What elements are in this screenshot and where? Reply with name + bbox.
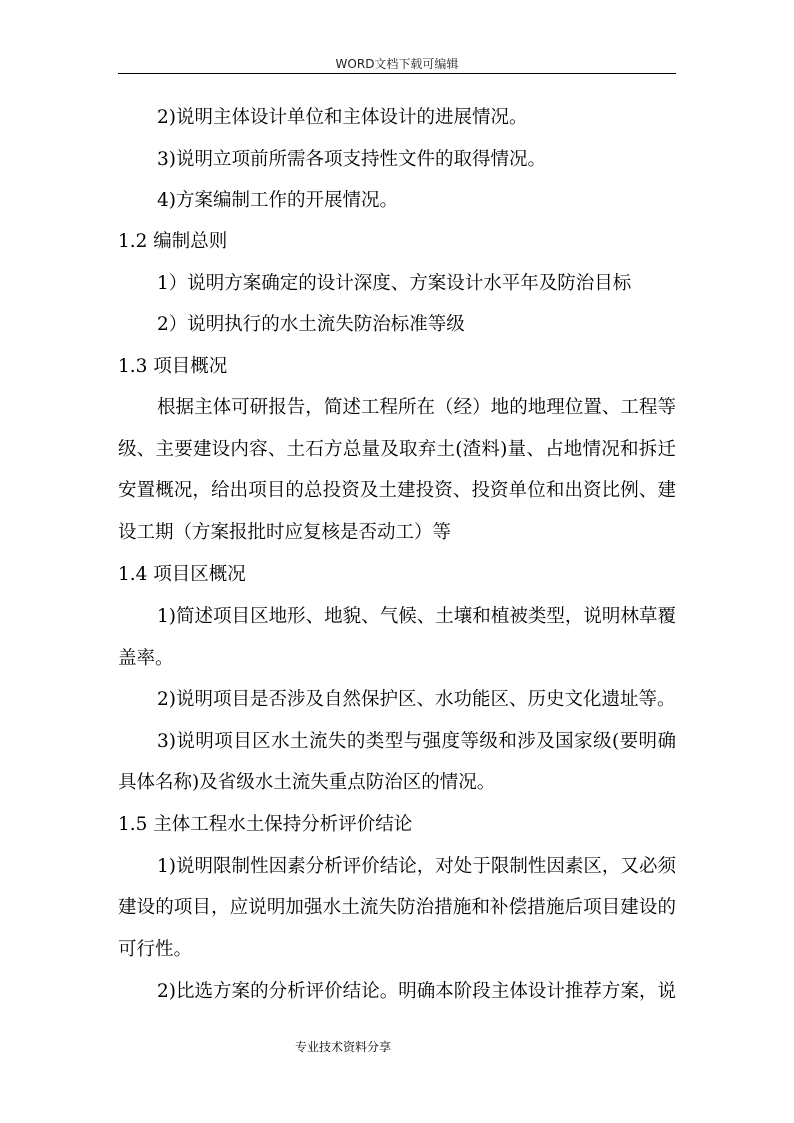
paragraph-line: 根据主体可研报告，简述工程所在（经）地的地理位置、工程等 [157, 397, 676, 418]
paragraph-line: 安置概况，给出项目的总投资及土建投资、投资单位和出资比例、建 [118, 480, 676, 501]
list-item: 3)说明立项前所需各项支持性文件的取得情况。 [157, 149, 546, 170]
list-item: 3)说明项目区水土流失的类型与强度等级和涉及国家级(要明确 [157, 731, 676, 752]
list-item-continuation: 盖率。 [118, 648, 174, 669]
list-item: 2）说明执行的水土流失防治标准等级 [157, 314, 465, 335]
section-heading: 1.5 主体工程水土保持分析评价结论 [118, 814, 413, 835]
header-divider [118, 73, 676, 74]
list-item: 4)方案编制工作的开展情况。 [157, 190, 398, 211]
page-header: WORD文档下载可编辑 [335, 57, 459, 71]
list-item: 1)简述项目区地形、地貌、气候、土壤和植被类型，说明林草覆 [157, 606, 676, 627]
page-footer: 专业技术资料分享 [295, 1040, 392, 1054]
section-heading: 1.4 项目区概况 [118, 564, 246, 585]
list-item-continuation: 可行性。 [118, 939, 193, 960]
list-item: 1）说明方案确定的设计深度、方案设计水平年及防治目标 [157, 273, 632, 294]
section-heading: 1.3 项目概况 [118, 356, 228, 377]
list-item: 2)说明项目是否涉及自然保护区、水功能区、历史文化遗址等。 [157, 689, 676, 710]
list-item: 1)说明限制性因素分析评价结论，对处于限制性因素区，又必须 [157, 856, 676, 877]
section-heading: 1.2 编制总则 [118, 231, 228, 252]
list-item-continuation: 建设的项目，应说明加强水土流失防治措施和补偿措施后项目建设的 [118, 897, 676, 918]
paragraph-line: 级、主要建设内容、土石方总量及取弃土(渣料)量、占地情况和拆迁 [118, 439, 676, 460]
list-item-continuation: 具体名称)及省级水土流失重点防治区的情况。 [118, 772, 496, 793]
list-item: 2)说明主体设计单位和主体设计的进展情况。 [157, 107, 528, 128]
list-item: 2)比选方案的分析评价结论。明确本阶段主体设计推荐方案，说 [157, 981, 676, 1002]
paragraph-line: 设工期（方案报批时应复核是否动工）等 [118, 522, 452, 543]
